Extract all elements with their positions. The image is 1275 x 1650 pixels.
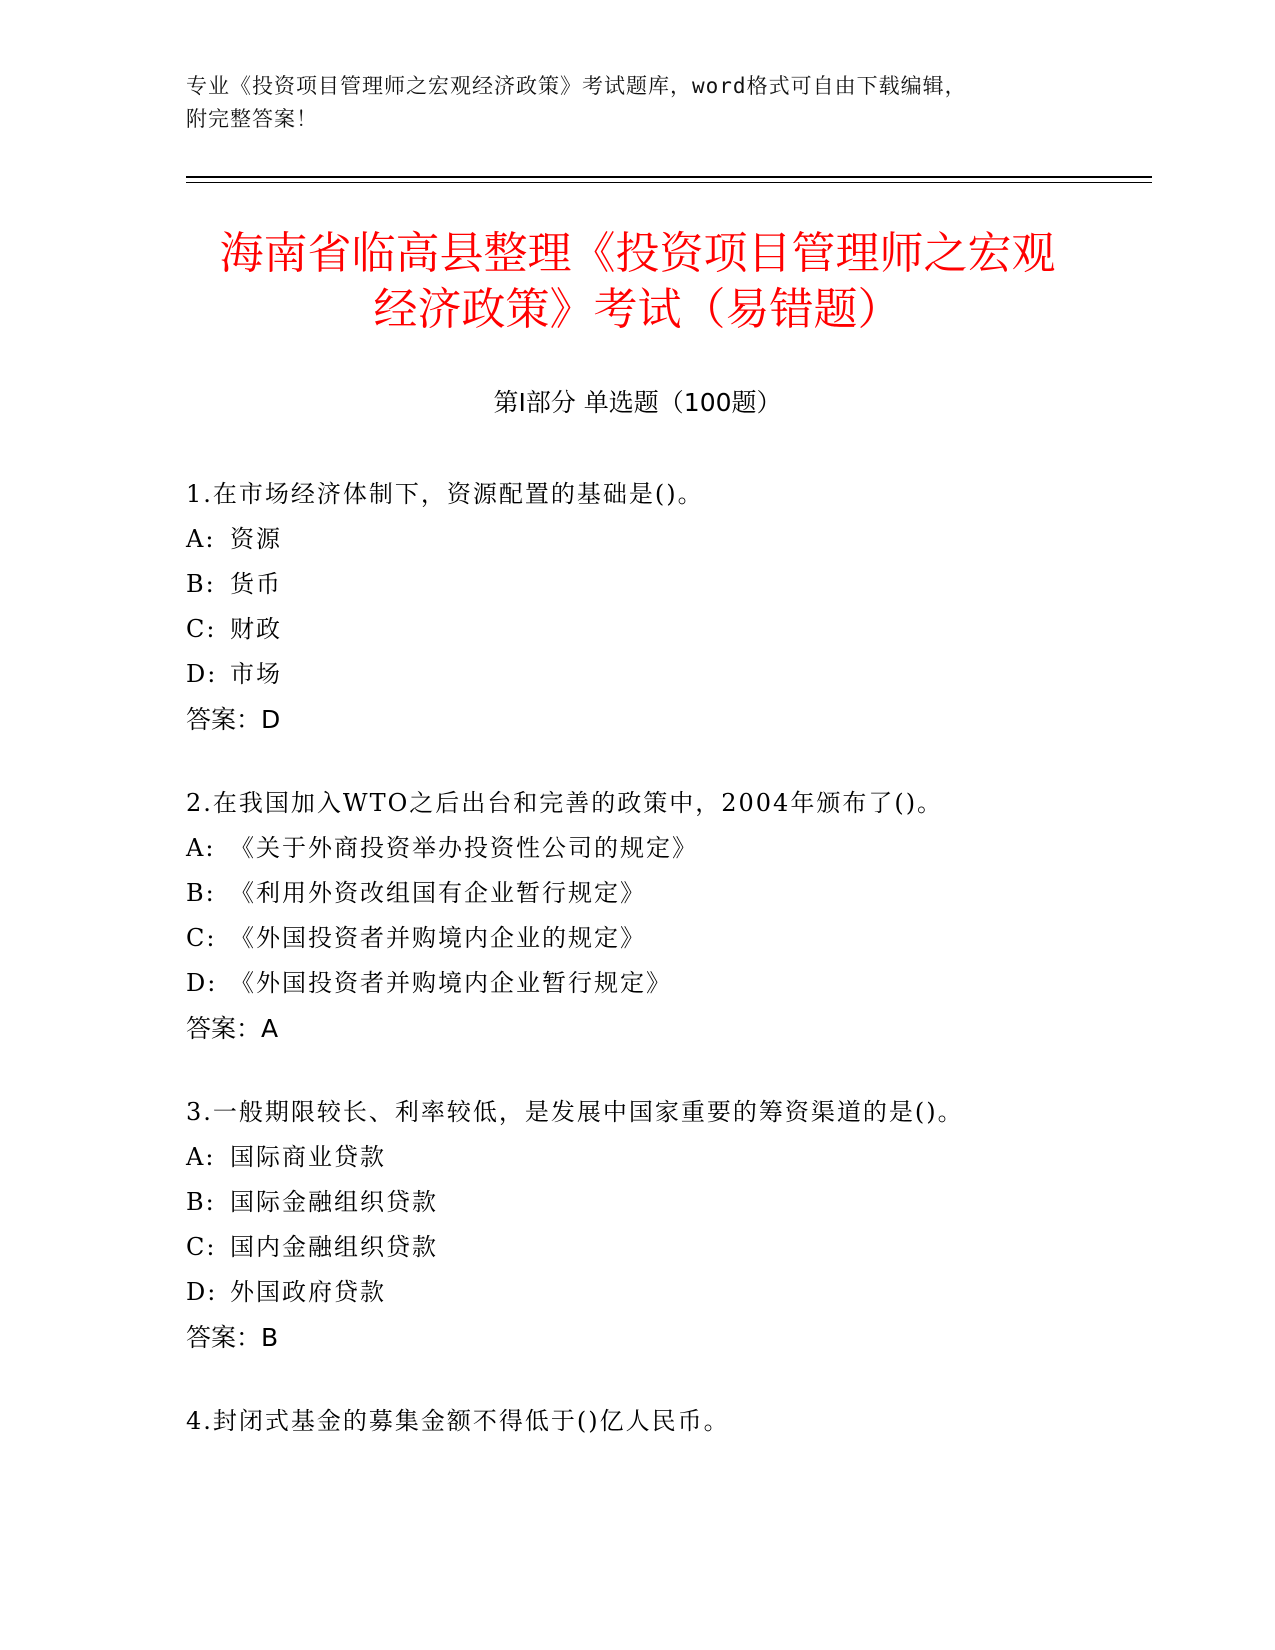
option-text: 外国政府贷款 [230,1278,386,1306]
header-note [186,70,1086,136]
question-stem: 3.一般期限较长、利率较低，是发展中国家重要的筹资渠道的是()。 [186,1098,964,1126]
document-title-line-1: 海南省临高县整理《投资项目管理师之宏观 [219,228,1056,279]
header-note-line-1: 专业《投资项目管理师之宏观经济政策》考试题库，word格式可自由下载编辑， [186,74,967,98]
option-b [186,871,1146,916]
header-note-line-2: 附完整答案！ [186,107,318,131]
option-a [186,826,1146,871]
option-text: 《关于外商投资举办投资性公司的规定》 [230,834,698,862]
answer-line: 答案：D [186,705,281,734]
option-key: D: [186,969,218,997]
option-b [186,562,1146,607]
option-d [186,652,1146,697]
option-b [186,1180,1146,1225]
option-key: D: [186,1278,218,1306]
document-title-line-2: 经济政策》考试（易错题） [373,284,902,335]
option-a [186,517,1146,562]
option-c [186,607,1146,652]
header-divider-thick [186,176,1152,178]
question-2 [186,781,1146,1052]
question-1 [186,472,1146,743]
option-key: A: [186,834,216,862]
section-heading: 第Ⅰ部分 单选题（100题） [493,388,782,417]
option-text: 《外国投资者并购境内企业暂行规定》 [230,969,672,997]
option-text: 货币 [230,570,282,598]
option-text: 资源 [230,525,282,553]
option-key: A: [186,1143,216,1171]
option-c [186,1225,1146,1270]
question-stem: 1.在市场经济体制下，资源配置的基础是()。 [186,480,704,508]
option-text: 《利用外资改组国有企业暂行规定》 [230,879,646,907]
option-c [186,916,1146,961]
option-key: C: [186,924,217,952]
option-text: 市场 [230,660,282,688]
option-text: 国内金融组织贷款 [230,1233,438,1261]
option-a [186,1135,1146,1180]
option-text: 国际商业贷款 [230,1143,386,1171]
option-d [186,961,1146,1006]
option-text: 国际金融组织贷款 [230,1188,438,1216]
answer-line: 答案：B [186,1323,279,1352]
option-key: D: [186,660,218,688]
option-key: C: [186,615,217,643]
option-key: C: [186,1233,217,1261]
option-key: B: [186,879,216,907]
question-4 [186,1399,1146,1444]
question-3 [186,1090,1146,1361]
answer-line: 答案：A [186,1014,279,1043]
option-key: B: [186,1188,216,1216]
option-key: A: [186,525,216,553]
header-divider-thin [186,182,1152,183]
option-d [186,1270,1146,1315]
option-text: 财政 [230,615,282,643]
option-text: 《外国投资者并购境内企业的规定》 [230,924,646,952]
document-title [150,226,1125,338]
question-stem: 4.封闭式基金的募集金额不得低于()亿人民币。 [186,1407,730,1435]
option-key: B: [186,570,216,598]
question-stem: 2.在我国加入WTO之后出台和完善的政策中，2004年颁布了()。 [186,789,944,817]
question-list [186,472,1146,1482]
